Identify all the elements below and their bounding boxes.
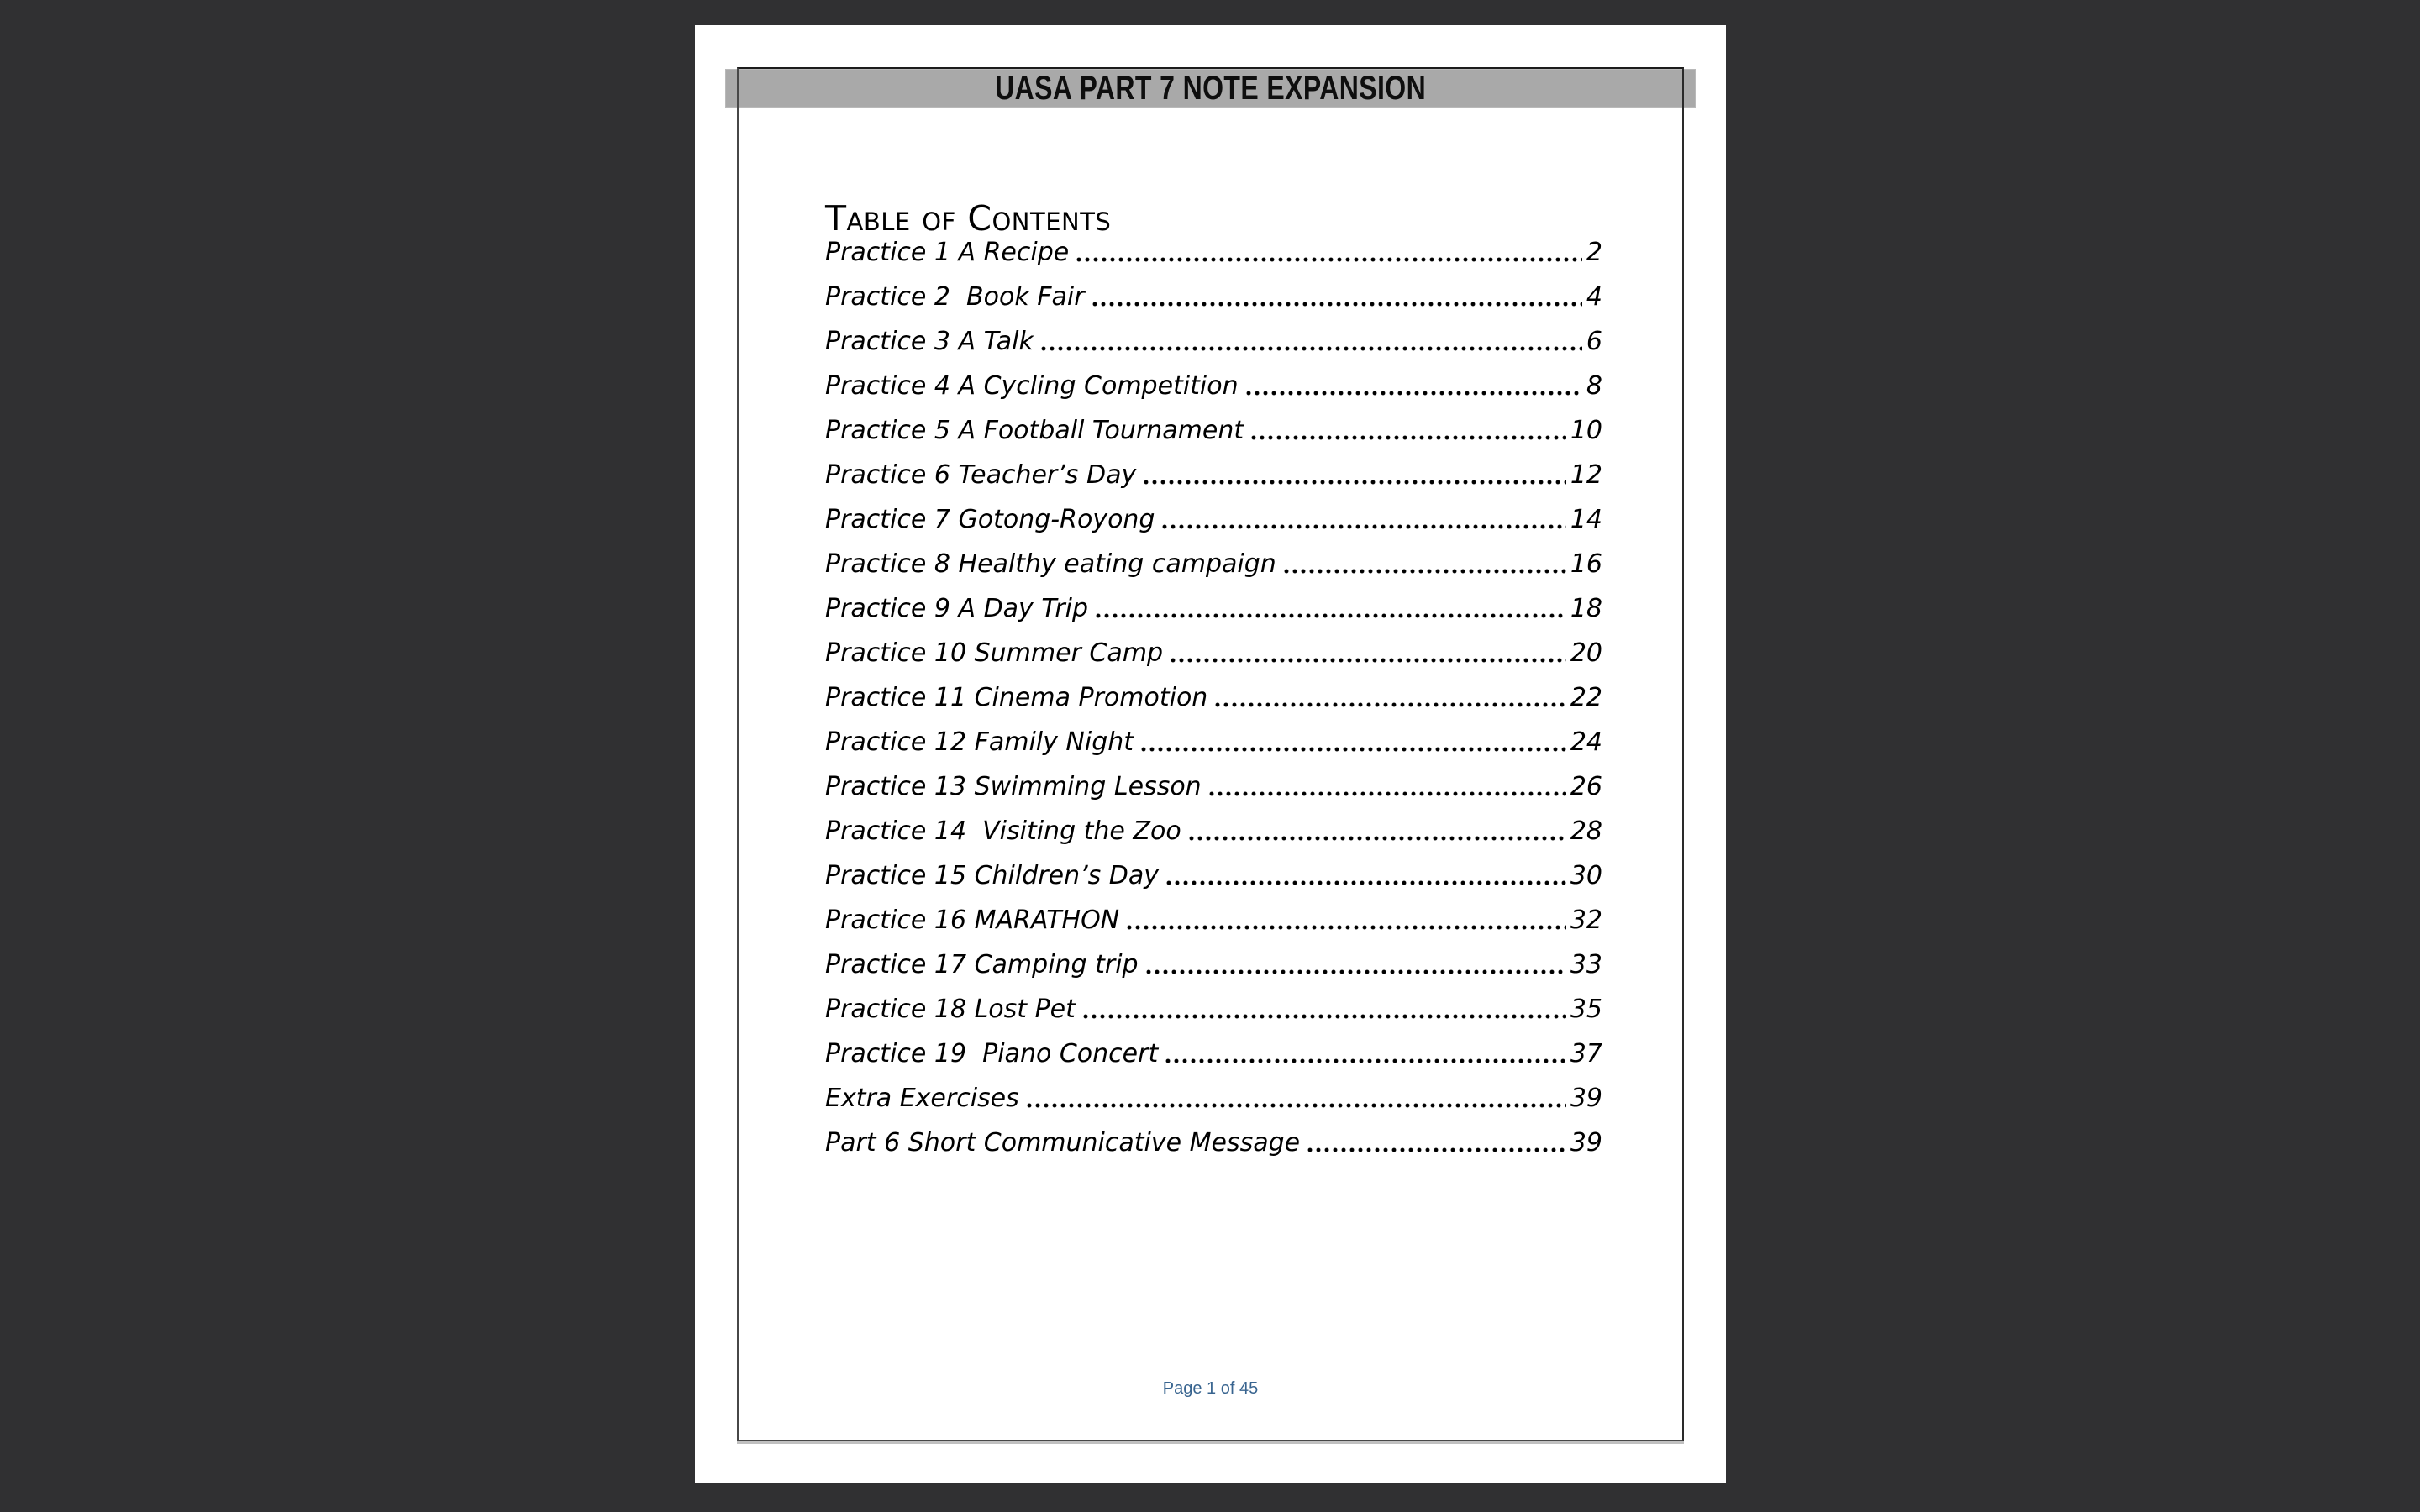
dot-leader (1146, 969, 1566, 974)
toc-entry-page-number: 10 (1570, 416, 1602, 445)
toc-entry[interactable] (825, 453, 1602, 497)
dot-leader (1171, 658, 1566, 663)
toc-entry[interactable] (825, 1076, 1602, 1121)
toc-entry-page-number: 8 (1586, 371, 1602, 401)
toc-entry[interactable] (825, 586, 1602, 631)
document-header-banner (725, 69, 1696, 108)
toc-entry-title: Practice 17 Camping trip (825, 950, 1139, 979)
toc-entry-title: Practice 7 Gotong-Royong (825, 505, 1155, 534)
toc-entry-title: Practice 1 A Recipe (825, 238, 1070, 267)
dot-leader (1027, 1103, 1566, 1108)
dot-leader (1166, 880, 1566, 885)
toc-entry[interactable] (825, 809, 1602, 853)
document-title: UASA PART 7 NOTE EXPANSION (994, 69, 1426, 107)
toc-entry[interactable] (825, 898, 1602, 942)
toc-entry-page-number: 22 (1570, 683, 1602, 712)
dot-leader (1215, 702, 1565, 707)
toc-entry-title: Practice 8 Healthy eating campaign (825, 549, 1276, 579)
dot-leader (1189, 836, 1566, 841)
dot-leader (1209, 791, 1566, 796)
dot-leader (1165, 1058, 1566, 1063)
toc-entry-page-number: 26 (1570, 772, 1602, 801)
toc-entry-page-number: 16 (1570, 549, 1602, 579)
dot-leader (1307, 1147, 1566, 1152)
toc-entry[interactable] (825, 542, 1602, 586)
toc-entry[interactable] (825, 764, 1602, 809)
toc-entry-title: Practice 5 A Football Tournament (825, 416, 1244, 445)
toc-entry-title: Practice 16 MARATHON (825, 906, 1120, 935)
toc-entry[interactable] (825, 275, 1602, 319)
dot-leader (1041, 346, 1582, 351)
toc-entry-title: Practice 9 A Day Trip (825, 594, 1089, 623)
toc-entry-title: Practice 18 Lost Pet (825, 995, 1076, 1024)
toc-entry-page-number: 14 (1570, 505, 1602, 534)
toc-entry[interactable] (825, 1032, 1602, 1076)
dot-leader (1141, 747, 1566, 752)
toc-entry[interactable] (825, 987, 1602, 1032)
dot-leader (1251, 435, 1566, 440)
toc-entry-page-number: 18 (1570, 594, 1602, 623)
toc-list (825, 230, 1602, 1165)
toc-entry[interactable] (825, 497, 1602, 542)
page-number-footer: Page 1 of 45 (1162, 1379, 1259, 1398)
toc-entry[interactable] (825, 1121, 1602, 1165)
toc-entry[interactable] (825, 720, 1602, 764)
dot-leader (1076, 257, 1582, 262)
toc-entry-page-number: 4 (1586, 282, 1602, 312)
toc-entry[interactable] (825, 364, 1602, 408)
toc-entry[interactable] (825, 408, 1602, 453)
toc-entry-page-number: 12 (1570, 460, 1602, 490)
toc-entry-page-number: 35 (1570, 995, 1602, 1024)
toc-entry-page-number: 28 (1570, 816, 1602, 846)
toc-entry-page-number: 33 (1570, 950, 1602, 979)
toc-entry-page-number: 24 (1570, 727, 1602, 757)
toc-entry-title: Practice 19 Piano Concert (825, 1039, 1159, 1068)
toc-entry-title: Practice 10 Summer Camp (825, 638, 1164, 668)
dot-leader (1096, 613, 1566, 618)
document-page (695, 25, 1726, 1483)
dot-leader (1083, 1014, 1566, 1019)
toc-entry-title: Practice 13 Swimming Lesson (825, 772, 1202, 801)
toc-entry-title: Practice 14 Visiting the Zoo (825, 816, 1181, 846)
toc-entry[interactable] (825, 853, 1602, 898)
toc-entry[interactable] (825, 675, 1602, 720)
toc-entry[interactable] (825, 942, 1602, 987)
dot-leader (1162, 524, 1565, 529)
toc-entry-page-number: 30 (1570, 861, 1602, 890)
toc-entry-page-number: 6 (1586, 327, 1602, 356)
dot-leader (1246, 391, 1582, 396)
toc-entry[interactable] (825, 631, 1602, 675)
toc-entry-page-number: 37 (1570, 1039, 1602, 1068)
dot-leader (1127, 925, 1566, 930)
toc-entry-title: Practice 3 A Talk (825, 327, 1034, 356)
toc-entry-page-number: 20 (1570, 638, 1602, 668)
toc-entry-title: Practice 2 Book Fair (825, 282, 1085, 312)
dot-leader (1284, 569, 1566, 574)
toc-entry-page-number: 32 (1570, 906, 1602, 935)
toc-heading: Table of Contents (825, 198, 1112, 239)
toc-entry-page-number: 39 (1570, 1128, 1602, 1158)
toc-entry-title: Extra Exercises (825, 1084, 1019, 1113)
toc-entry[interactable] (825, 319, 1602, 364)
dot-leader (1092, 302, 1582, 307)
toc-entry-title: Practice 11 Cinema Promotion (825, 683, 1208, 712)
toc-entry-title: Part 6 Short Communicative Message (825, 1128, 1301, 1158)
toc-entry[interactable] (825, 230, 1602, 275)
dot-leader (1144, 480, 1566, 485)
toc-entry-page-number: 39 (1570, 1084, 1602, 1113)
toc-entry-page-number: 2 (1586, 238, 1602, 267)
toc-entry-title: Practice 15 Children’s Day (825, 861, 1160, 890)
toc-entry-title: Practice 6 Teacher’s Day (825, 460, 1137, 490)
toc-entry-title: Practice 4 A Cycling Competition (825, 371, 1239, 401)
toc-entry-title: Practice 12 Family Night (825, 727, 1134, 757)
